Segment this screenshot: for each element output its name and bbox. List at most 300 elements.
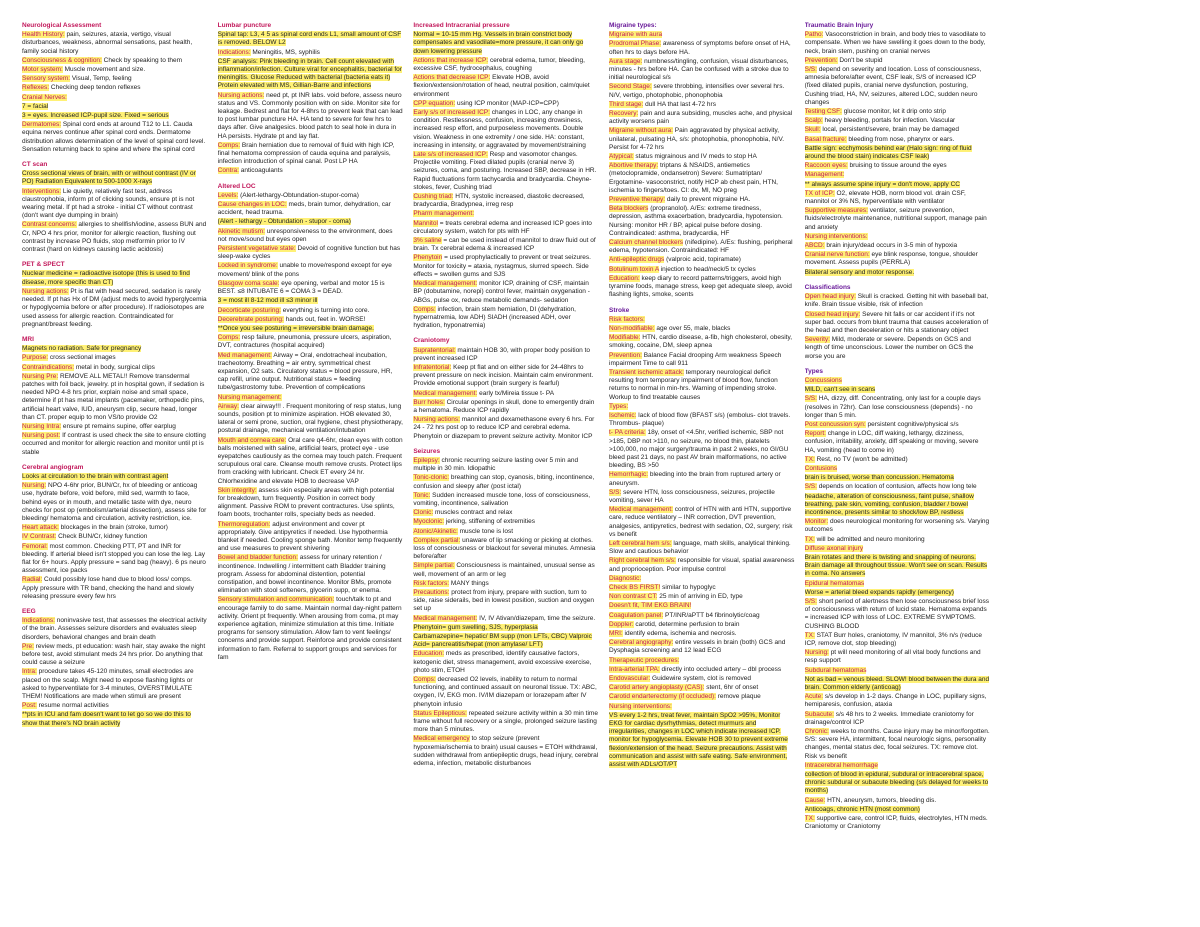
- section: [413, 22, 599, 330]
- note-line: [609, 325, 795, 333]
- note-line: [805, 190, 991, 206]
- note-text: protect from injury, prepare with suction, turn to side, raise siderails, bed in lowest position, suction and oxygen set up: [413, 589, 594, 613]
- note-key: Purpose:: [22, 354, 49, 362]
- note-line: [609, 266, 795, 274]
- note-key: Pre:: [22, 642, 34, 650]
- note-text: similar to hypoglyc: [662, 584, 716, 591]
- note-line: [22, 617, 208, 642]
- note-text: Bilateral sensory and motor response.: [804, 268, 915, 276]
- note-line: [413, 633, 599, 649]
- note-key: Patho:: [804, 31, 824, 39]
- note-text: blockages in the brain (stroke, tumor): [60, 524, 168, 532]
- note-line: [805, 456, 991, 464]
- note-key: ABCD:: [804, 242, 825, 250]
- note-text: changes in LOC, any change in condition. Restlessness, confusion, increasing drowsiness, increased resp effort, and purposeless movements. Double vision. Weakness in one extremity / one side. HA: constant, increasing in intensity, or aggravated by movement/straining: [413, 109, 586, 149]
- note-line: [22, 373, 208, 422]
- note-key: Epidural hematomas: [804, 579, 865, 587]
- note-text: Resp and vasomotor changes. Projectile vomiting. Fixed dilated pupils (cranial nerve 3) seizures, coma, and posturing. Increased SBP, decrease in HR. Rapid fluctuations form tachycardia and bradycardia. Cheyne-stokes, fever, Cushing triad: [413, 151, 597, 191]
- note-text: Could possibly lose hand due to blood loss/ comps. Apply pressure with TR band, checking the hand and slowly releasing pressure every few hrs: [22, 576, 194, 600]
- note-key: Femoral:: [22, 542, 48, 550]
- section-title: Craniotomy: [413, 337, 450, 345]
- note-key: Raccoon eyes:: [804, 162, 848, 170]
- note-key: Comps:: [413, 676, 436, 684]
- note-text: Skull is cracked. Getting hit with baseball bat, knife. Brain tissue visible, risk of infection: [804, 293, 989, 309]
- note-text: jerking, stiffening of extremities: [445, 518, 535, 526]
- note-key: Tonic-clonic:: [413, 474, 450, 482]
- note-line: [218, 92, 404, 141]
- note-line: [805, 632, 991, 648]
- note-text: ventilator, seizure prevention, fluids/electrolyte maintenance, nutritional support, manage pain and anxiety: [804, 207, 987, 231]
- note-line: [805, 162, 991, 170]
- note-key: Contrast concerns:: [22, 221, 77, 229]
- note-text: identify edema, ischemia and necrosis.: [624, 630, 737, 638]
- note-line: [609, 712, 795, 769]
- note-line: [805, 536, 991, 544]
- note-line: [805, 806, 991, 814]
- note-line: [413, 580, 599, 588]
- note-text: stent, 6hr of onset: [706, 684, 759, 692]
- note-text: bruising to tissue around the eyes: [849, 162, 947, 170]
- note-key: Myoclonic:: [413, 518, 445, 526]
- note-text: (Alert-lethargy-Obtundation-stupor-coma): [240, 191, 359, 199]
- note-text: Rest, no TV (won't be admitted): [816, 455, 908, 463]
- note-key: Tonic:: [413, 491, 431, 499]
- note-line: [805, 545, 991, 553]
- note-text: Elevate HOB, avoid flexion/extension/rotation of head, neutral position, calm/quiet environment: [413, 74, 590, 98]
- note-text: 18y, onset of <4.5hr, verified ischemic, SBP not >185, DBP not >110, no seizure, no blood thin, platelets >100,000, no major surgery/trauma in past 2 weeks, no GI/GU bleed past 21 days, no past AV brain malformations, no active bleeding, BS >50: [609, 429, 789, 470]
- note-line: [805, 693, 991, 709]
- note-line: [805, 31, 991, 56]
- note-line: [609, 101, 795, 109]
- section-title: Traumatic Brain Injury: [804, 22, 874, 29]
- note-line: [805, 336, 991, 361]
- note-text: = treats cerebral edema and increased ICP goes into circulatory system, watch for pts with HF: [413, 219, 592, 235]
- note-line: [805, 66, 991, 107]
- note-line: [413, 615, 599, 623]
- note-text: Visual, Temp, feeling: [71, 75, 132, 83]
- note-line: [22, 288, 208, 329]
- note-line: [805, 207, 991, 232]
- note-line: [218, 192, 404, 200]
- note-key: Left cerebral hem s/s:: [609, 539, 672, 547]
- note-key: Scalp:: [804, 117, 823, 125]
- section-title: Classifications: [804, 283, 851, 291]
- note-text: directly into occluded artery – dbl process: [661, 665, 782, 673]
- note-key: IV Contrast:: [22, 533, 57, 541]
- section-title: PET & SPECT: [22, 261, 65, 269]
- note-line: [413, 710, 599, 735]
- note-line: [609, 334, 795, 350]
- note-line: [609, 31, 795, 39]
- note-line: [609, 703, 795, 711]
- note-text: Looks at circulation to the brain with contrast agent: [22, 472, 169, 480]
- note-key: Check BS FIRST!: [609, 584, 661, 591]
- note-line: [805, 126, 991, 134]
- section-title: Types: [804, 367, 823, 375]
- column-4: [609, 22, 795, 917]
- note-line: [218, 142, 404, 167]
- note-line: [413, 151, 599, 192]
- note-line: [218, 403, 404, 436]
- note-text: Worse = arterial bleed expands rapidly (emergency): [804, 588, 954, 596]
- note-line: [413, 74, 599, 99]
- note-key: Carotid artery angioplasty (CAS):: [609, 684, 705, 692]
- note-line: [609, 630, 795, 638]
- note-key: Nursing:: [804, 649, 829, 657]
- note-text: keep diary to record patterns/triggers, avoid high tyramine foods, manage stress, keep get adequate sleep, avoid flashing lights, smoke, scents: [609, 274, 792, 299]
- note-key: Comps:: [413, 305, 436, 313]
- note-line: [413, 528, 599, 536]
- note-text: HA, dizzy, diff. Concentrating, only last for a couple days (resolves in 72hr). Can lose consciousness (depends) - no longer than 5 min.: [804, 395, 981, 419]
- note-text: entire vessels in brain (both) GCS and Dysphagia screening and 12 lead ECG: [609, 639, 786, 655]
- note-key: Types:: [609, 402, 629, 410]
- note-key: Diagnostic:: [609, 574, 642, 582]
- section: [609, 22, 795, 300]
- note-line: [413, 109, 599, 150]
- note-text: Checking deep tendon reflexes: [50, 84, 141, 92]
- note-line: [805, 762, 991, 770]
- note-line: [22, 75, 208, 83]
- note-key: Endovascular:: [609, 675, 651, 683]
- note-line: [22, 345, 208, 353]
- note-key: Phenytoin: [413, 254, 443, 262]
- note-line: [22, 533, 208, 541]
- note-text: CSF analysis: Pink bleeding in brain. Cell count elevated with inflammation/infection. Culture viral for encephalitis, bacterial for meningitis. Glucose Reduced with bacterial (bacteria eats it) Protein elevated with MS, Gillian-Barre and infections: [217, 57, 402, 90]
- note-line: [22, 84, 208, 92]
- column-2: [218, 22, 404, 917]
- note-key: Ischemic:: [609, 411, 637, 419]
- note-text: pain, seizures, ataxia, vertigo, visual disturbances, weakness, abnormal sensations, past health, family social history: [22, 31, 193, 55]
- note-key: Intra:: [22, 668, 37, 676]
- note-key: Anti-epileptic drugs: [609, 256, 665, 264]
- note-line: [609, 657, 795, 665]
- note-line: [413, 676, 599, 709]
- note-line: [413, 735, 599, 768]
- note-line: [805, 136, 991, 144]
- note-text: early tx/Mireia tissue t- PA: [479, 389, 555, 397]
- note-key: S/S:: [609, 488, 622, 496]
- note-key: Decorticate posturing:: [217, 306, 281, 314]
- note-key: Non-modifiable:: [609, 324, 655, 332]
- note-text: supportive care, control ICP, fluids, electrolytes, HTN meds. Craniotomy or Craniotomy: [804, 815, 988, 831]
- note-line: [22, 221, 208, 254]
- note-text: assess for urinary retention / incontinence. Indwelling / intermittent cath Bladder training program. Assess for abdominal distention, potential constipation, and bowel incontinence. Monitor BMs, promote elimination with stool softeners, glycerin supp, or enema.: [217, 554, 392, 595]
- note-key: Early s/s of increased ICP:: [413, 109, 490, 117]
- note-text: cerebral edema, tumor, bleeding, excessive CSF, hydrocephalus, coughing: [413, 56, 585, 73]
- note-line: [805, 242, 991, 250]
- section: [218, 22, 404, 176]
- section: [22, 161, 208, 254]
- note-line: [609, 584, 795, 592]
- note-line: [22, 170, 208, 186]
- note-line: [413, 492, 599, 508]
- note-key: Status Epilepticus:: [413, 709, 467, 717]
- note-key: Interventions:: [22, 187, 62, 195]
- note-line: [218, 201, 404, 217]
- note-line: [22, 354, 208, 362]
- note-key: Carotid endarterectomy (if occluded):: [609, 693, 716, 701]
- note-line: [22, 702, 208, 710]
- note-text: HTN, systolic increased, diastolic decreased, bradycardia, Bradypnea, irreg resp: [413, 193, 585, 209]
- note-text: Oral care q4-6hr, clean eyes with cotton balls moistened with saline, artificial tears, protect eye - use eyepatches cautiously as the cornea may touch patch. Frequent scrupulous oral care. Cleanse mouth remove crusts. Protect lips from cracking with lubricant. Check ET every 24 hr. Chlorhexidine and elevate HOB to decrease VAP: [217, 436, 403, 485]
- note-line: [22, 473, 208, 481]
- section: [413, 337, 599, 440]
- note-line: [218, 352, 404, 393]
- note-line: [413, 537, 599, 562]
- note-key: Recovery:: [609, 110, 639, 118]
- note-key: S/S:: [804, 66, 817, 74]
- note-key: Reflexes:: [22, 84, 50, 92]
- note-line: [413, 562, 599, 578]
- note-text: (propranolol). A/Es: extreme tiredness, depression, asthma exacerbation, bradycardia, hypotension. Nursing: monitor HR / BP, apical pulse before dosing. Contraindicated: asthma, bradycardia, HF: [609, 205, 783, 237]
- note-line: [609, 316, 795, 324]
- note-key: Skin integrity:: [217, 486, 257, 494]
- note-text: to stop seizure (prevent hypoxemia/ischemia to brain) usual causes = ETOH withdrawal, sudden withdrawal from antiepileptic drugs, head injury, cerebral edema, infection, metabolic disturbances: [413, 735, 599, 768]
- note-text: Phenytoin= gum swelling, SJS, hyperplasia: [413, 623, 538, 631]
- note-key: TX:: [804, 455, 815, 463]
- note-key: Migraine with aura: [609, 31, 663, 39]
- note-line: [22, 524, 208, 532]
- note-text: change in LOC, diff waking, lethargy, dizziness, confusion, irritability, anxiety, diff speaking or moving, severe HA, vomiting (head to come in): [804, 430, 979, 454]
- note-line: [218, 262, 404, 278]
- note-line: [805, 676, 991, 692]
- note-line: [609, 489, 795, 505]
- section-title: CT scan: [22, 161, 48, 169]
- note-line: [413, 210, 599, 218]
- section: [805, 22, 991, 277]
- note-key: Coagulation panel:: [609, 611, 664, 619]
- note-text: depend on severity and location. Loss of consciousness, amnesia before/after event, CSF leak, S/S of increased ICP (fixed dilated pupils, cranial nerve dysfunction, posturing, Cushing triad, HA, NV, seizures, altered LOC, sudden neuro changes: [804, 66, 982, 106]
- note-text: Not as bad = venous bleed. SLOW! blood between the dura and brain. Common elderly (anticoag): [804, 675, 990, 692]
- note-key: Nursing interventions:: [804, 232, 868, 240]
- note-key: Concussions: [804, 376, 842, 384]
- column-5: [805, 22, 991, 917]
- note-key: S/S:: [804, 483, 817, 491]
- note-text: infection, brain stem herniation, DI (dehydration, hypernatremia, low ADH) SIADH (increased ADH, over hydration, hyponatremia): [413, 305, 576, 330]
- note-line: [218, 167, 404, 175]
- note-text: unresponsiveness to the environment, does not move/sound but eyes open: [217, 227, 393, 243]
- note-key: Comps:: [217, 141, 241, 149]
- note-text: anticoagulants: [240, 167, 283, 175]
- note-line: [609, 675, 795, 683]
- note-line: [609, 621, 795, 629]
- note-line: [413, 474, 599, 490]
- note-line: [413, 280, 599, 305]
- column-6: [1000, 22, 1186, 917]
- note-text: Nuclear medicine = radioactive isotope (this is used to find disease, more specific than CT): [22, 270, 190, 286]
- section-title: Lumbar puncture: [217, 22, 272, 29]
- note-key: Botulinum toxin A: [609, 265, 659, 273]
- note-key: Nursing actions:: [22, 287, 69, 295]
- note-key: Calcium channel blockers: [609, 239, 684, 247]
- note-key: Report:: [804, 430, 826, 438]
- note-line: [805, 181, 991, 189]
- note-text: Vasoconstriction in brain, and body tries to vasodilate to compensate. When we have swelling it goes down to the body, neck, brain stem, pushing on cranial nerves: [804, 31, 986, 55]
- note-key: S/S:: [804, 395, 817, 403]
- note-line: [218, 334, 404, 350]
- note-line: [413, 347, 599, 363]
- note-text: Lie quietly, relatively fast test, address claustrophobia, inform pt of clicking sounds, ensure pt is not wearing metal. If pt had a stroke - initial CT without contrast (don't want dye dumping in brain): [22, 187, 195, 220]
- note-text: need pt, pt INR labs. void before, assess neuro status and VS. Commonly position with on side. Monitor site for leakage. Bedrest and flat for 4-8hrs to prevent leak that can lead to post lumbar puncture HA. HA tend to severe for few hrs to days after. Give analgesics. blood patch to seal hole in dura in HA persists. Hydrate pt and lay flat.: [217, 91, 403, 140]
- note-line: [609, 612, 795, 620]
- note-key: Cerebral angiography:: [609, 639, 674, 647]
- note-line: [609, 369, 795, 402]
- note-text: assess skin especially areas with high potential for breakdown, turn frequently. Position in correct body alignment. Passive ROM to prevent contractures. Use splints, foam boots, trochanter rolls, specialty beds as needed.: [217, 486, 395, 519]
- note-text: muscles contract and relax: [435, 509, 513, 517]
- note-key: Monitor:: [804, 518, 829, 526]
- section-title: Increased Intracranial pressure: [413, 22, 510, 29]
- section-title: Cerebral angiogram: [22, 463, 84, 471]
- note-line: [609, 162, 795, 195]
- note-key: TX:: [804, 535, 815, 543]
- note-line: [413, 457, 599, 473]
- note-text: Normal = 10-15 mm Hg. Vessels in brain constrict body compensates and vasodilate=more pressure, it can only go down lowering pressure: [413, 31, 584, 55]
- note-key: Nursing actions:: [413, 416, 460, 424]
- note-key: Sensory stimulation and communication:: [217, 596, 335, 604]
- note-text: numbness/tingling, confusion, visual disturbances, minutes - hrs before HA. Can be confused with a stroke due to initial neurological s/s: [609, 57, 789, 82]
- section: [413, 448, 599, 769]
- note-line: [22, 103, 208, 111]
- note-text: adjust environment and cover pt appropriately. Give antipyretics if needed. Use hypothermia blanket if needed. Cooling sponge bath. Monitor temp frequently and use measures to prevent shivering: [217, 520, 403, 553]
- note-line: [609, 506, 795, 539]
- note-key: TX:: [804, 631, 815, 639]
- note-key: Infratentorial:: [413, 363, 452, 371]
- note-line: [413, 509, 599, 517]
- note-line: [22, 432, 208, 457]
- note-text: MILD, can't see in scans: [804, 386, 876, 394]
- note-key: Supratentorial:: [413, 346, 456, 354]
- note-text: responsible for visual, spatial awareness and proprioception. Poor impulse control: [609, 557, 795, 573]
- note-line: [609, 602, 795, 610]
- note-line: [805, 711, 991, 727]
- note-text: O2, elevate HOB, norm blood vol. drain CSF, mannitol or 3% NS, hyperventilate with ventilator: [804, 189, 966, 206]
- note-text: **pts in ICU and fam doesn't want to let go so we do this to show that there's NO brain activity: [22, 711, 191, 727]
- note-key: Aura stage:: [609, 57, 643, 65]
- note-line: [805, 483, 991, 491]
- section: [218, 183, 404, 662]
- note-line: [805, 117, 991, 125]
- note-key: Medical management:: [413, 280, 478, 288]
- note-key: Prodromal Phase:: [609, 40, 662, 48]
- note-key: Risk factors:: [609, 315, 645, 323]
- note-text: meds, brain tumor, dehydration, car accident, head trauma.: [217, 201, 391, 217]
- note-key: Actions that increase ICP:: [413, 56, 489, 64]
- note-text: 3 = most ill 8-12 mod ill ≤3 minor ill: [217, 297, 318, 305]
- note-text: = can be used instead of mannitol to draw fluid out of brain. Tx cerebral edema & increased ICP: [413, 237, 596, 253]
- note-line: [413, 390, 599, 398]
- note-key: Burr holes:: [413, 398, 445, 406]
- note-key: Cranial Nerves:: [22, 93, 67, 101]
- note-key: Closed head injury:: [804, 310, 861, 318]
- note-key: Nursing actions:: [217, 91, 265, 99]
- note-line: [805, 493, 991, 518]
- note-key: 3% saline: [413, 237, 442, 245]
- note-key: Non contrast CT:: [609, 593, 658, 601]
- note-line: [22, 112, 208, 120]
- note-line: [22, 576, 208, 601]
- note-line: [609, 153, 795, 161]
- section-title: Neurological Assessment: [22, 22, 102, 29]
- note-line: [413, 220, 599, 236]
- note-text: ** always assume spine injury = don't move, apply CC: [804, 180, 960, 188]
- note-line: [413, 31, 599, 56]
- note-line: [22, 643, 208, 668]
- note-key: Cranial nerve function:: [804, 251, 870, 259]
- note-text: (Alert - lethargy - Obtundation - stupor - coma): [217, 218, 351, 226]
- section: [22, 464, 208, 601]
- note-line: [218, 49, 404, 57]
- note-text: If contrast is used check the site to ensure clotting occurred and monitor for allergic reaction and monitor until pt is stable: [22, 432, 206, 456]
- note-line: [609, 58, 795, 83]
- note-line: [22, 121, 208, 154]
- note-text: review meds, pt education: wash hair, stay awake the night before test, avoid stimulant meds 24 hrs prior. Do anything that could cause a seizure: [22, 642, 206, 667]
- note-line: [609, 540, 795, 556]
- note-key: Bowel and bladder function:: [217, 554, 298, 562]
- note-line: [609, 684, 795, 692]
- note-key: Nursing:: [22, 482, 47, 490]
- note-text: 3 = eyes. Increased ICP-pupil size. Fixed = serious: [22, 112, 169, 120]
- note-text: STAT Burr holes, craniotomy, IV mannitol, 3% n/s (reduce ICP, remove clot, stop bleeding): [804, 631, 982, 648]
- note-line: [413, 193, 599, 209]
- note-key: TX:: [804, 815, 815, 823]
- note-key: Contraindications:: [22, 363, 75, 371]
- note-line: [609, 110, 795, 126]
- note-key: Medical management:: [609, 506, 673, 514]
- note-key: Chronic:: [804, 728, 829, 736]
- note-line: [413, 650, 599, 675]
- note-key: Mouth and cornea care:: [217, 436, 287, 444]
- note-line: [22, 188, 208, 221]
- note-key: Nursing post:: [22, 432, 61, 440]
- section: [22, 22, 208, 154]
- note-text: dull HA that last 4-72 hrs: [645, 100, 716, 108]
- note-key: Levels:: [217, 191, 239, 199]
- note-text: 7 = facial: [22, 102, 49, 110]
- note-text: Guidewire system, clot is removed: [652, 675, 751, 683]
- note-text: resume normal activities: [38, 702, 109, 710]
- section: [22, 608, 208, 728]
- note-text: monitor ICP, draining of CSF, maintain BP (dobutamine, norepi) control fever, maintain oxygenation - ABGs, pulse ox, reduce metabolic demands- sedation: [413, 280, 590, 304]
- note-key: Education:: [413, 650, 445, 658]
- note-key: Medical management:: [413, 614, 478, 622]
- note-line: [609, 352, 795, 368]
- note-line: [413, 624, 599, 632]
- note-line: [22, 66, 208, 74]
- note-text: Sudden increased muscle tone, loss of consciousness, vomiting, incontinence, salivation: [413, 491, 591, 507]
- note-text: Brain rotates and there is twisting and snapping of neurons. Brain damage all throughout tissue. Won't see on scan. Results in coma. No answers: [804, 553, 988, 578]
- section-title: Migraine types:: [609, 22, 657, 29]
- note-text: Magnets no radiation. Safe for pregnancy: [22, 345, 142, 353]
- note-line: [22, 423, 208, 431]
- note-text: local, persistent/severe, brain may be damaged: [822, 126, 959, 134]
- note-line: [805, 465, 991, 473]
- note-line: [218, 325, 404, 333]
- note-key: Atonic/Akinetic:: [413, 527, 458, 535]
- note-text: muscle tone is lost: [459, 527, 514, 535]
- note-line: [22, 482, 208, 523]
- note-key: Hemorrhagic:: [609, 471, 649, 479]
- note-key: Late s/s of increased ICP:: [413, 151, 488, 159]
- note-text: awareness of symptoms before onset of HA, often hrs to days before HA.: [609, 40, 791, 56]
- note-line: [805, 589, 991, 597]
- note-line: [218, 218, 404, 226]
- note-text: cross sectional images: [49, 354, 116, 362]
- note-text: Carbamazepine= hepatic/ BM supp (mon LFTs, CBC) Valproic Acid= pancreatitis/hepat (mon amylase/ LFT): [413, 633, 592, 649]
- note-text: allergies to shellfish/iodine, assess BUN and Cr, NPO 4 hrs prior, monitor for allergic reaction, flushing out contrast by increase PO fluids, stop metformin prior to IV contrast (hard on kidneys causing lactic acidosis): [22, 221, 207, 254]
- note-line: [609, 471, 795, 487]
- note-line: [413, 254, 599, 279]
- note-text: IV, IV Ativan/diazepam, time the seizure.: [479, 614, 596, 622]
